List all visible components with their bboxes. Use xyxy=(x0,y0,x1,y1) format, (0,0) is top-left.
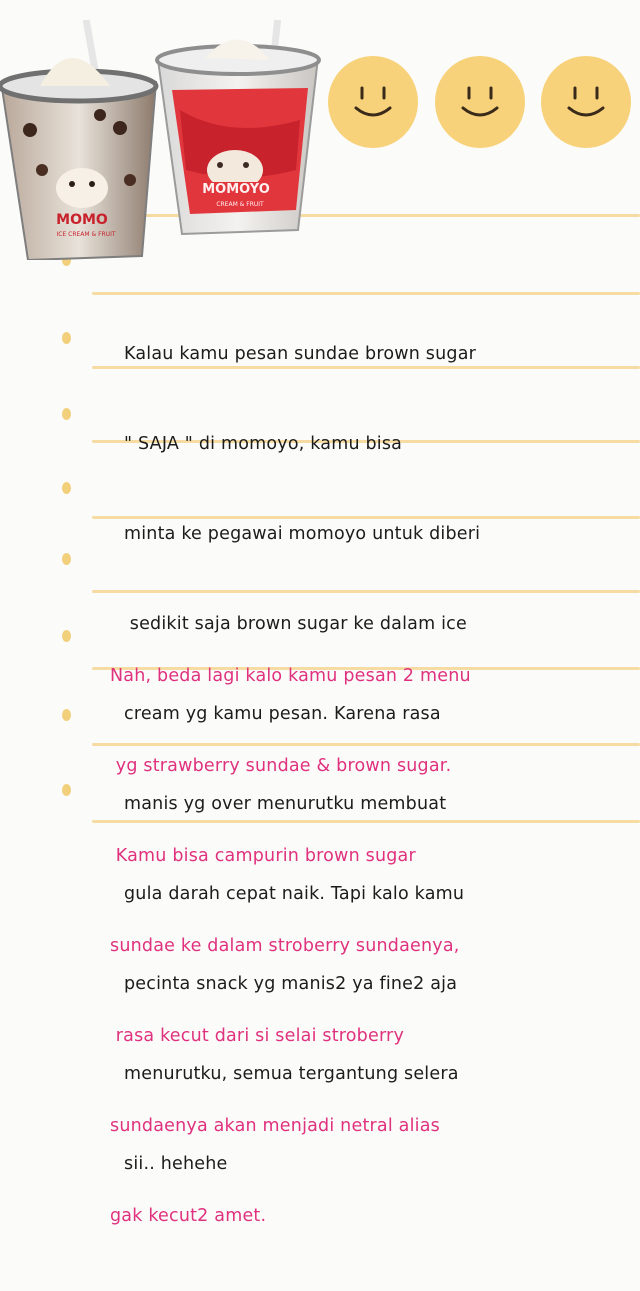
text-line: " SAJA " di momoyo, kamu bisa xyxy=(124,434,403,454)
text-line: sundae ke dalam stroberry sundaenya, xyxy=(110,936,460,956)
margin-dot xyxy=(62,553,71,565)
cup-brand: MOMOYO xyxy=(202,182,270,197)
margin-dot xyxy=(62,784,71,796)
smiley-face-icon xyxy=(328,56,418,148)
margin-dot xyxy=(62,408,71,420)
margin-dot xyxy=(62,709,71,721)
text-line: Kamu bisa campurin brown sugar xyxy=(110,846,416,866)
strawberry-sundae-cup xyxy=(157,39,319,234)
text-line: sii.. hehehe xyxy=(124,1154,228,1174)
text-line: cream yg kamu pesan. Karena rasa xyxy=(124,704,441,724)
text-line: sundaenya akan menjadi netral alias xyxy=(110,1116,440,1136)
text-line: manis yg over menurutku membuat xyxy=(124,794,447,814)
text-line: rasa kecut dari si selai stroberry xyxy=(110,1026,404,1046)
cup-subtitle: CREAM & FRUIT xyxy=(216,201,264,208)
text-line: pecinta snack yg manis2 ya fine2 aja xyxy=(124,974,458,994)
sundae-cups-photo xyxy=(0,20,330,260)
text-line: sedikit saja brown sugar ke dalam ice xyxy=(124,614,467,634)
margin-dot xyxy=(62,332,71,344)
text-line: Nah, beda lagi kalo kamu pesan 2 menu xyxy=(110,666,471,686)
smiley-face-icon xyxy=(435,56,525,148)
margin-dot xyxy=(62,630,71,642)
text-line: minta ke pegawai momoyo untuk diberi xyxy=(124,524,481,544)
cup-brand: MOMO xyxy=(56,212,108,228)
cup-subtitle: ICE CREAM & FRUIT xyxy=(56,231,116,238)
text-line: gak kecut2 amet. xyxy=(110,1206,267,1226)
margin-dot xyxy=(62,482,71,494)
brown-sugar-sundae-cup xyxy=(0,58,156,260)
text-line: gula darah cepat naik. Tapi kalo kamu xyxy=(124,884,465,904)
text-line: yg strawberry sundae & brown sugar. xyxy=(110,756,452,776)
text-line: Kalau kamu pesan sundae brown sugar xyxy=(124,344,477,364)
paragraph-strawberry-mix xyxy=(110,601,471,1291)
smiley-face-icon xyxy=(541,56,631,148)
text-line: menurutku, semua tergantung selera xyxy=(124,1064,459,1084)
